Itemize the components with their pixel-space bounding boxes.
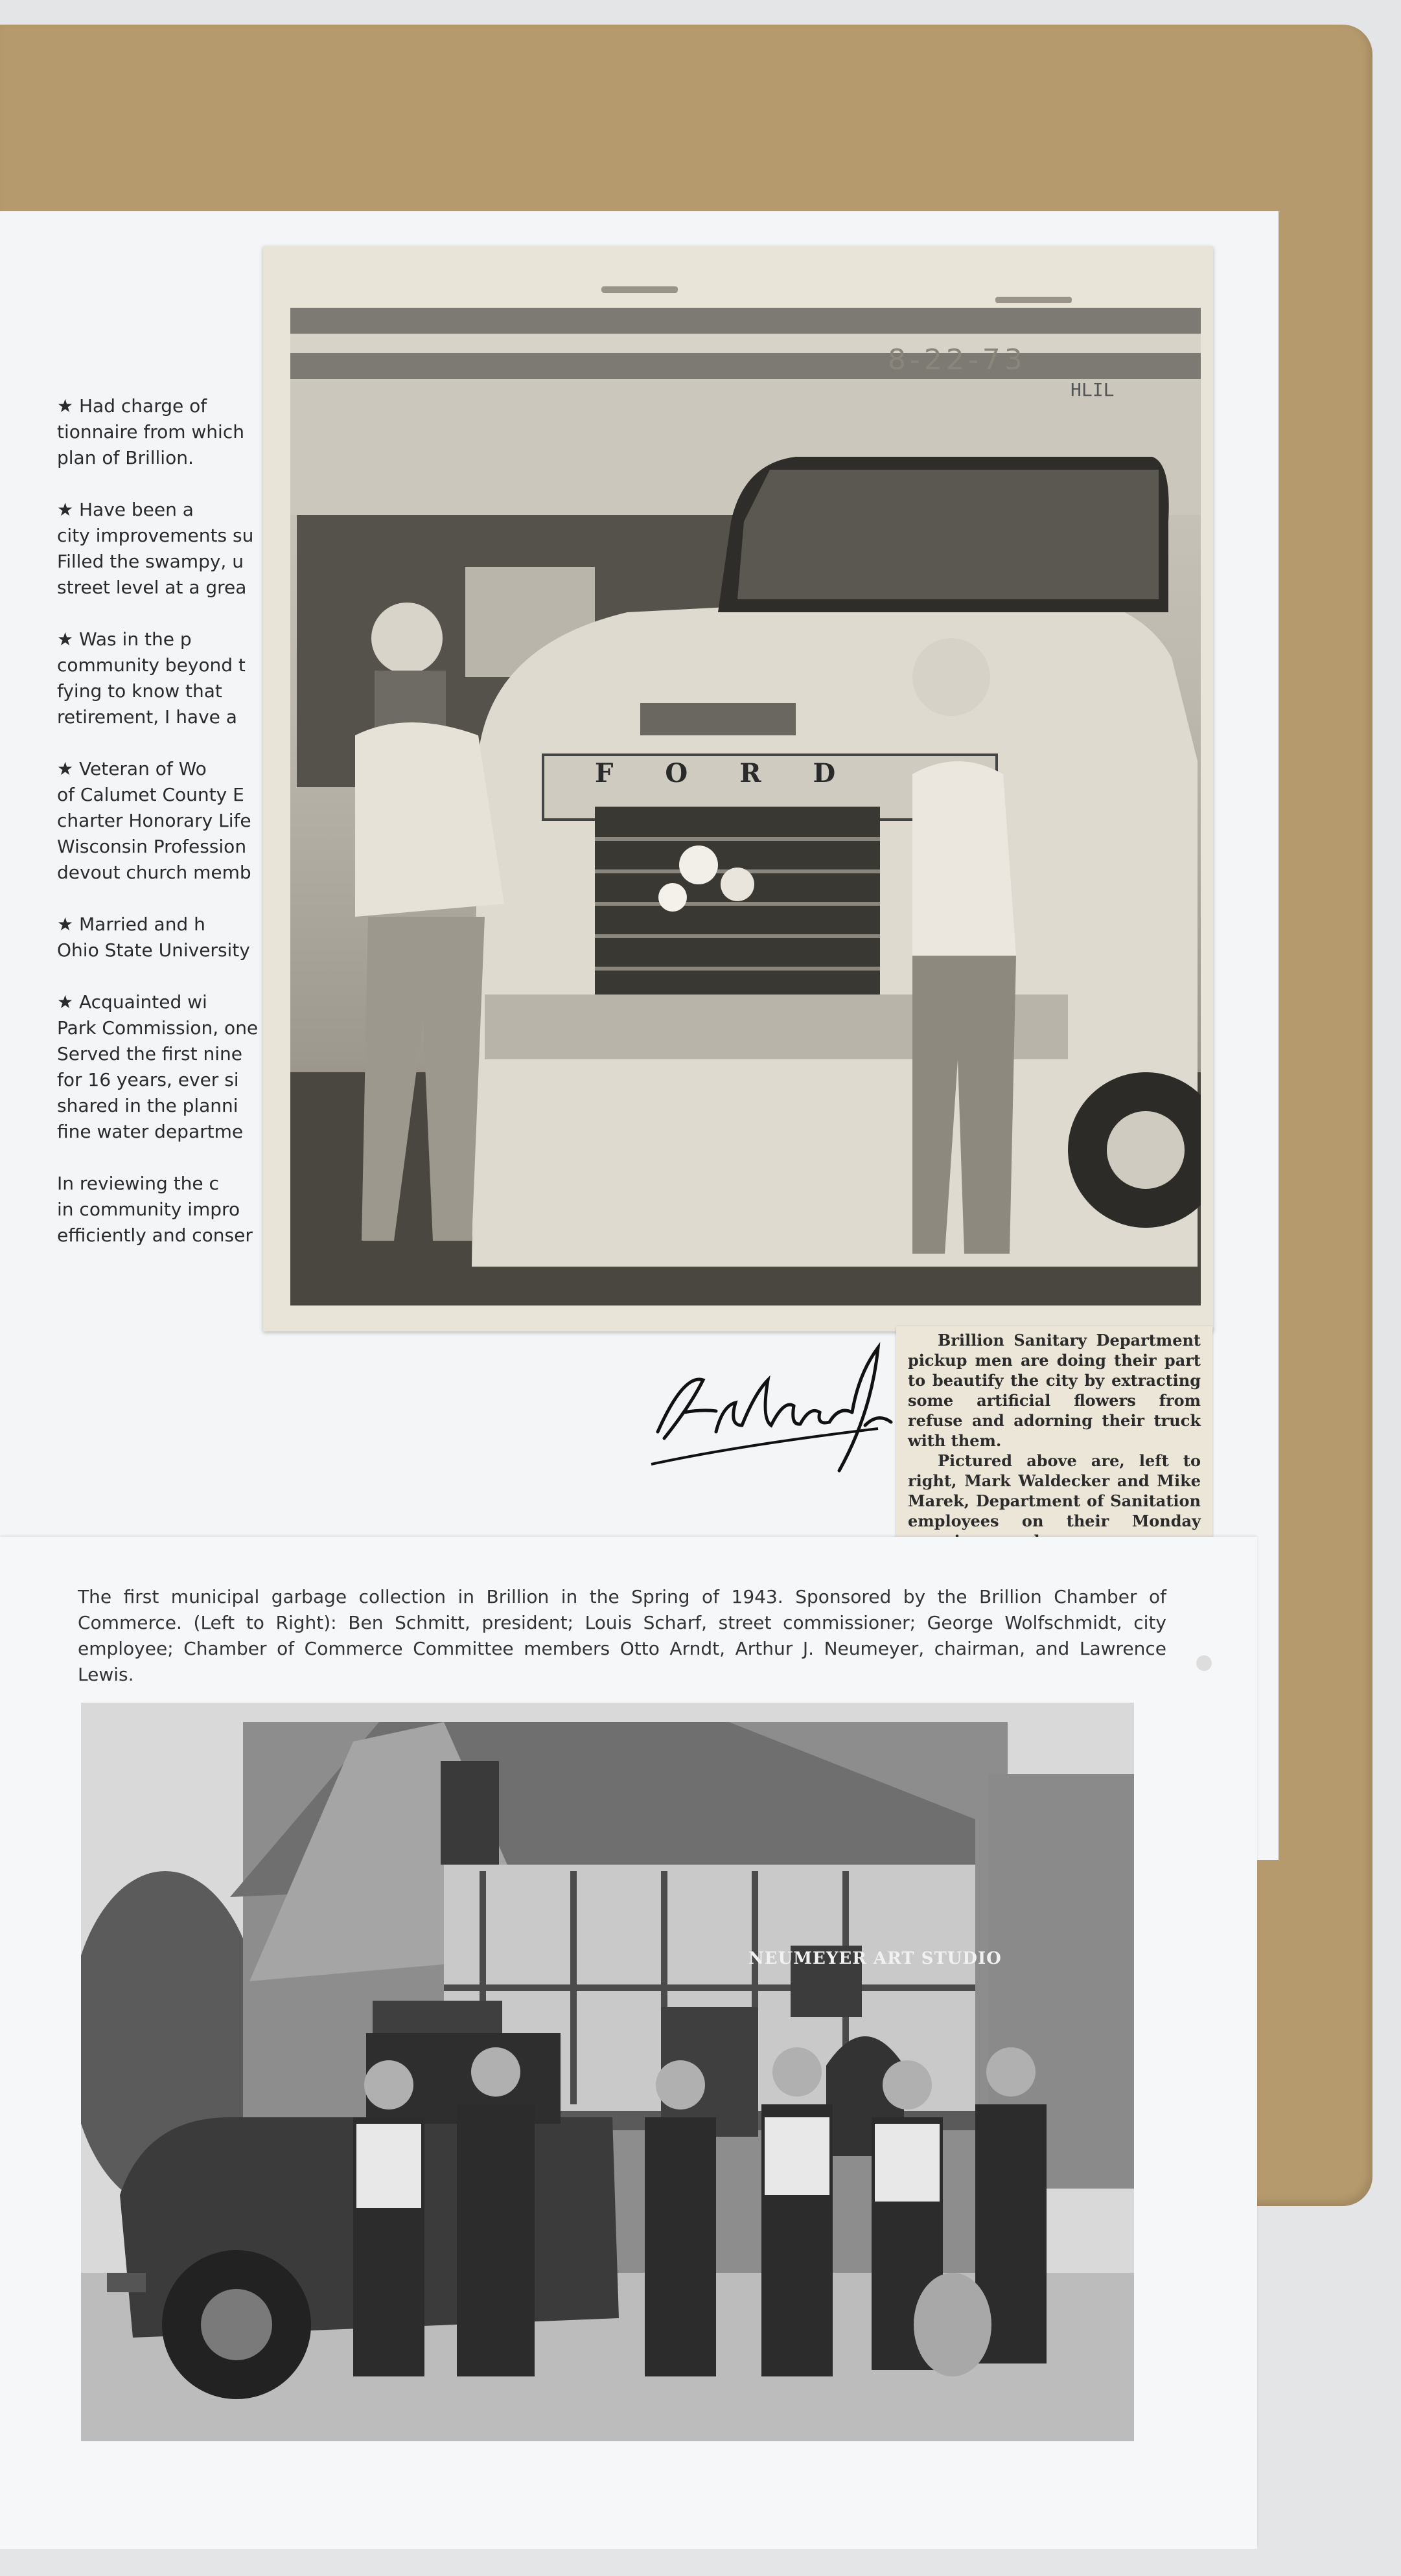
bio-line: ★ Had charge of xyxy=(57,395,207,417)
bio-line: fying to know that xyxy=(57,680,222,702)
clipping-caption-paragraph-2: Pictured above are, left to right, Mark Waldecker and Mike Marek, Department of Sanitation employees on their Monday xyxy=(908,1451,1201,1530)
bio-line: community beyond t xyxy=(57,654,246,676)
staple-right xyxy=(995,297,1072,303)
bio-line: tionnaire from which xyxy=(57,421,244,443)
clipping-date-mark: 8-22-73 xyxy=(888,343,1026,376)
bio-line: devout church memb xyxy=(57,862,251,883)
bio-line: Park Commission, one xyxy=(57,1017,259,1039)
clipping-photo-mark: HLIL xyxy=(1071,379,1115,400)
staple-left xyxy=(601,286,678,293)
bio-line: ★ Acquainted wi xyxy=(57,991,207,1013)
bio-line: Filled the swampy, u xyxy=(57,551,244,572)
bio-line: ★ Veteran of Wo xyxy=(57,758,207,779)
page-hole xyxy=(1196,1655,1212,1671)
truck-photo xyxy=(290,308,1201,1305)
bio-line: of Calumet County E xyxy=(57,784,244,805)
group-photo-illustration xyxy=(81,1703,1134,2441)
bio-line: fine water departme xyxy=(57,1121,244,1142)
photo-caption-1943: The first municipal garbage collection in Brillion in the Spring of 1943. Sponsored by the Brillion Chamber of Commerce. (Left to Right): Ben Schmitt, president; Louis Scharf, street commissioner; George Wolfschmidt, city employee; Chamber of Commerce Committee members Otto Arndt, Arthur J. Neumeyer, chairman, and Lawrence Lewis. xyxy=(78,1586,1166,1685)
clipping-caption-paragraph-1: Brillion Sanitary Department pickup men are doing their part to beautify the city by extracting some artificial flowers from refuse and adorning their truck with them. xyxy=(908,1331,1201,1450)
bio-line: ★ Was in the p xyxy=(57,628,192,650)
bio-line: Served the first nine xyxy=(57,1043,242,1064)
bio-line: shared in the planni xyxy=(57,1095,238,1116)
truck-grille-letters: FORD xyxy=(595,758,888,788)
bio-line: ★ Have been a xyxy=(57,499,194,520)
newspaper-clipping xyxy=(263,246,1213,1331)
bio-line: In reviewing the c xyxy=(57,1173,219,1194)
handwritten-signature xyxy=(645,1335,904,1490)
clipping-caption xyxy=(896,1326,1212,1561)
bio-line: charter Honorary Life xyxy=(57,810,251,831)
bio-line: Ohio State University xyxy=(57,939,250,961)
bio-line: in community impro xyxy=(57,1199,240,1220)
bio-line: for 16 years, ever si xyxy=(57,1069,239,1090)
bio-line: ★ Married and h xyxy=(57,914,205,935)
bio-line: street level at a grea xyxy=(57,577,247,598)
truck-photo-illustration xyxy=(290,308,1201,1305)
bio-line: city improvements su xyxy=(57,525,254,546)
bio-line: retirement, I have a xyxy=(57,706,237,728)
bio-line: efficiently and conser xyxy=(57,1225,253,1246)
bio-line: plan of Brillion. xyxy=(57,447,194,468)
garbage-collection-1943-photo xyxy=(81,1703,1134,2441)
studio-sign: NEUMEYER ART STUDIO xyxy=(748,1949,1002,1968)
bio-line: Wisconsin Profession xyxy=(57,836,247,857)
